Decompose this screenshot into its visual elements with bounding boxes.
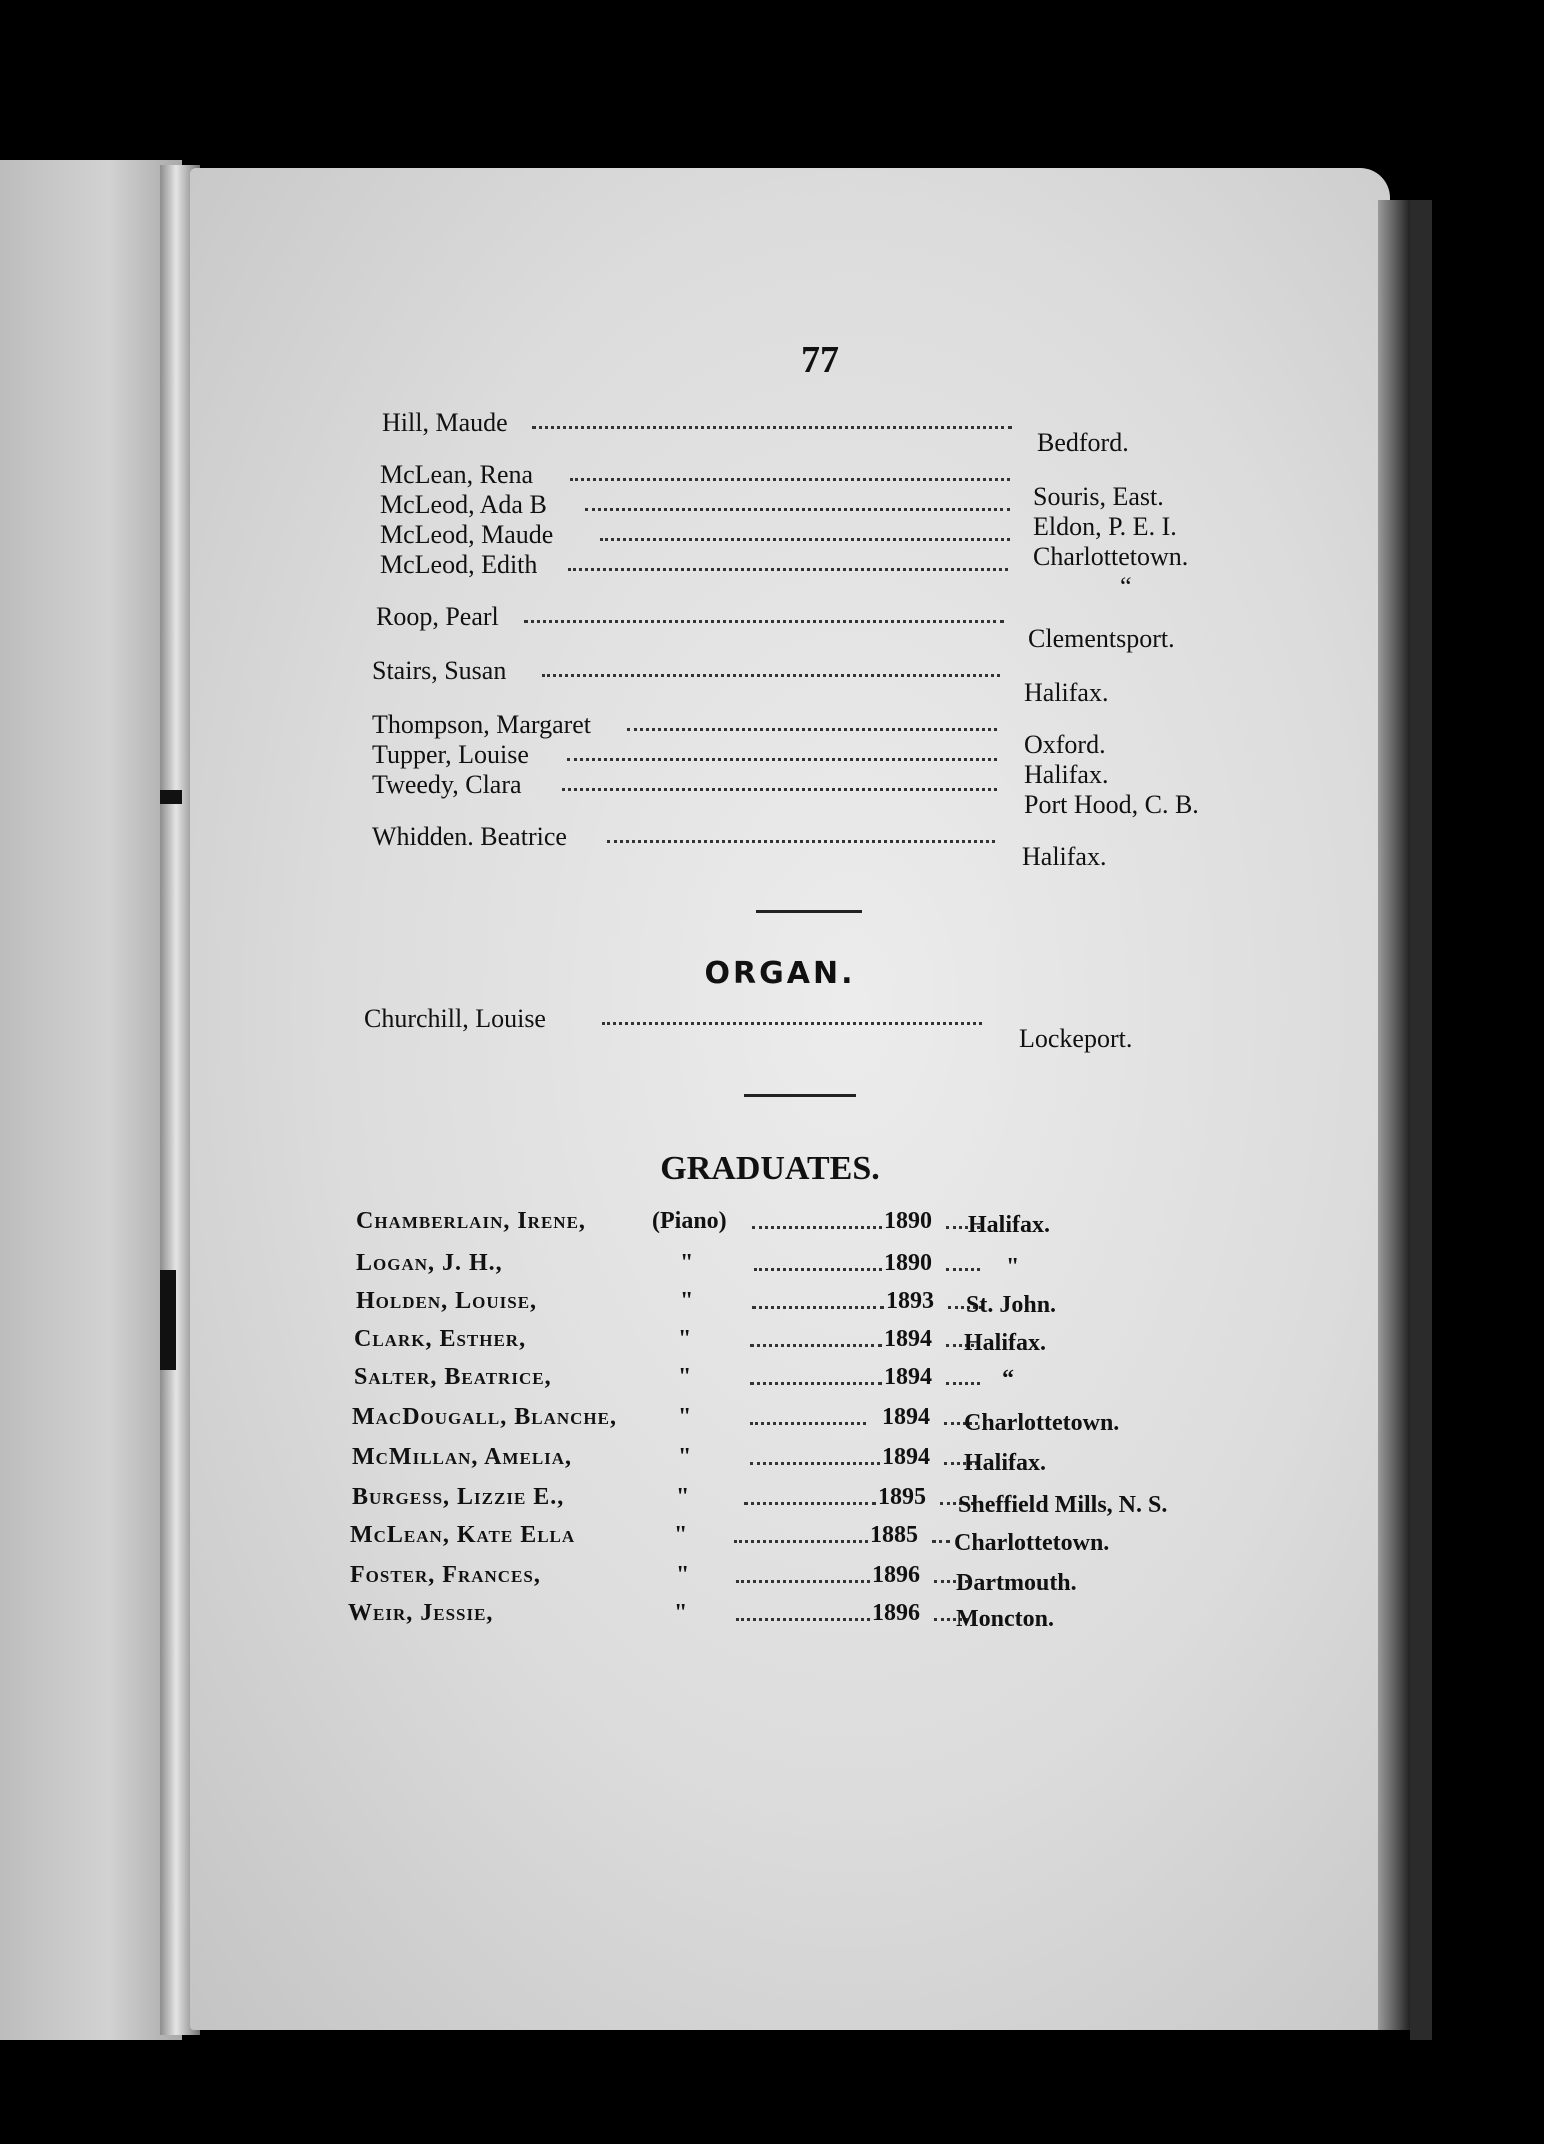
graduate-ditto: " <box>678 1444 692 1470</box>
student-name: Tupper, Louise <box>372 740 529 769</box>
leader-dots <box>532 426 1012 429</box>
leader-dots <box>754 1268 882 1271</box>
leader-dots <box>570 478 1010 481</box>
student-name: McLeod, Edith <box>380 550 538 579</box>
leader-dots <box>585 508 1010 511</box>
student-place: Bedford. <box>1037 428 1129 457</box>
leader-dots <box>568 568 1008 571</box>
list-item <box>372 656 1172 707</box>
table-row <box>348 1600 1268 1634</box>
graduate-year: 1893 <box>886 1288 934 1314</box>
graduate-year: 1894 <box>882 1444 930 1470</box>
leader-dots <box>524 620 1004 623</box>
section-divider <box>756 910 862 913</box>
graduate-place: Charlottetown. <box>954 1530 1110 1556</box>
student-place: Port Hood, C. B. <box>1024 790 1199 819</box>
binding-tear <box>160 1270 176 1370</box>
graduate-name: Burgess, Lizzie E., <box>352 1484 565 1510</box>
table-row <box>350 1562 1270 1596</box>
leader-dots <box>750 1462 880 1465</box>
graduate-place: Dartmouth. <box>956 1570 1077 1596</box>
graduate-place: Sheffield Mills, N. S. <box>958 1492 1168 1518</box>
graduate-year: 1894 <box>884 1326 932 1352</box>
list-item <box>372 770 1252 819</box>
table-row <box>350 1522 1270 1556</box>
student-name: Roop, Pearl <box>376 602 499 631</box>
student-place: Halifax. <box>1022 842 1107 871</box>
leader-dots <box>946 1382 980 1385</box>
page-edge-shadow <box>1378 200 1410 2030</box>
graduate-name: Weir, Jessie, <box>348 1600 494 1626</box>
list-item <box>380 550 1160 601</box>
graduate-place: Halifax. <box>968 1212 1050 1238</box>
student-place: Clementsport. <box>1028 624 1175 653</box>
graduate-ditto: " <box>678 1404 692 1430</box>
page-number: 77 <box>801 339 839 381</box>
leader-dots <box>946 1268 980 1271</box>
leader-dots <box>734 1540 868 1543</box>
leader-dots <box>567 758 997 761</box>
student-name: Hill, Maude <box>382 408 508 437</box>
graduate-name: Holden, Louise, <box>356 1288 538 1314</box>
graduate-year: 1894 <box>884 1364 932 1390</box>
graduate-place: “ <box>1002 1366 1014 1392</box>
graduate-name: Salter, Beatrice, <box>354 1364 552 1390</box>
table-row <box>352 1484 1272 1518</box>
leader-dots <box>562 788 997 791</box>
table-row <box>352 1444 1252 1478</box>
leader-dots <box>600 538 1010 541</box>
student-name: McLeod, Maude <box>380 520 554 549</box>
graduate-year: 1890 <box>884 1208 932 1234</box>
leader-dots <box>752 1226 882 1229</box>
graduate-name: Chamberlain, Irene, <box>356 1208 586 1234</box>
table-row <box>354 1364 1254 1398</box>
table-row <box>356 1288 1256 1322</box>
graduate-ditto: " <box>680 1250 694 1276</box>
graduate-name: MacDougall, Blanche, <box>352 1404 617 1430</box>
graduate-year: 1894 <box>882 1404 930 1430</box>
graduate-year: 1896 <box>872 1562 920 1588</box>
graduate-year: 1890 <box>884 1250 932 1276</box>
graduate-ditto: " <box>678 1364 692 1390</box>
graduate-ditto: " <box>680 1288 694 1314</box>
student-name: Churchill, Louise <box>364 1004 546 1033</box>
leader-dots <box>744 1502 876 1505</box>
graduates-heading: GRADUATES. <box>660 1150 880 1187</box>
leader-dots <box>750 1382 882 1385</box>
graduate-ditto: " <box>676 1562 690 1588</box>
student-place: Eldon, P. E. I. <box>1033 512 1177 541</box>
leader-dots <box>542 674 1000 677</box>
leader-dots <box>736 1618 870 1621</box>
graduate-year: 1896 <box>872 1600 920 1626</box>
graduate-name: McLean, Kate Ella <box>350 1522 576 1548</box>
student-place: Halifax. <box>1024 678 1109 707</box>
student-place: “ <box>1120 572 1132 601</box>
leader-dots <box>602 1022 982 1025</box>
list-item <box>382 408 1162 457</box>
graduate-name: Logan, J. H., <box>356 1250 503 1276</box>
student-name: Whidden. Beatrice <box>372 822 567 851</box>
graduate-year: 1885 <box>870 1522 918 1548</box>
section-divider <box>744 1094 856 1097</box>
graduate-name: Foster, Frances, <box>350 1562 541 1588</box>
list-item <box>364 1004 1164 1053</box>
graduate-ditto: " <box>674 1600 688 1626</box>
student-place: Charlottetown. <box>1033 542 1189 571</box>
student-name: Tweedy, Clara <box>372 770 522 799</box>
graduate-place: Halifax. <box>964 1450 1046 1476</box>
student-place: Lockeport. <box>1019 1024 1133 1053</box>
graduate-place: Moncton. <box>956 1606 1054 1632</box>
binding-clip <box>160 790 182 804</box>
organ-heading: ORGAN. <box>704 956 856 991</box>
table-row <box>356 1208 1256 1242</box>
graduate-name: Clark, Esther, <box>354 1326 527 1352</box>
graduate-ditto: " <box>678 1326 692 1352</box>
list-item <box>376 602 1176 653</box>
graduate-instrument: (Piano) <box>652 1208 727 1234</box>
book-cover-edge <box>1410 200 1432 2040</box>
student-place: Halifax. <box>1024 760 1109 789</box>
graduate-place: " <box>1006 1254 1020 1280</box>
table-row <box>352 1404 1252 1438</box>
student-place: Oxford. <box>1024 730 1106 759</box>
graduate-ditto: " <box>676 1484 690 1510</box>
table-row <box>356 1250 1256 1284</box>
leader-dots <box>932 1540 950 1543</box>
graduate-ditto: " <box>674 1522 688 1548</box>
list-item <box>372 822 1172 871</box>
student-place: Souris, East. <box>1033 482 1164 511</box>
student-name: Thompson, Margaret <box>372 710 592 739</box>
graduate-place: Halifax. <box>964 1330 1046 1356</box>
student-name: Stairs, Susan <box>372 656 507 685</box>
leader-dots <box>750 1422 866 1425</box>
left-page-edge <box>0 160 182 2040</box>
leader-dots <box>750 1344 882 1347</box>
table-row <box>354 1326 1254 1360</box>
student-name: McLean, Rena <box>380 460 534 489</box>
book-page <box>190 168 1390 2030</box>
student-name: McLeod, Ada B <box>380 490 547 519</box>
leader-dots <box>752 1306 884 1309</box>
graduate-place: St. John. <box>966 1292 1057 1318</box>
graduate-year: 1895 <box>878 1484 926 1510</box>
leader-dots <box>736 1580 870 1583</box>
graduate-place: Charlottetown. <box>964 1410 1120 1436</box>
leader-dots <box>627 728 997 731</box>
graduate-name: McMillan, Amelia, <box>352 1444 573 1470</box>
leader-dots <box>607 840 995 843</box>
